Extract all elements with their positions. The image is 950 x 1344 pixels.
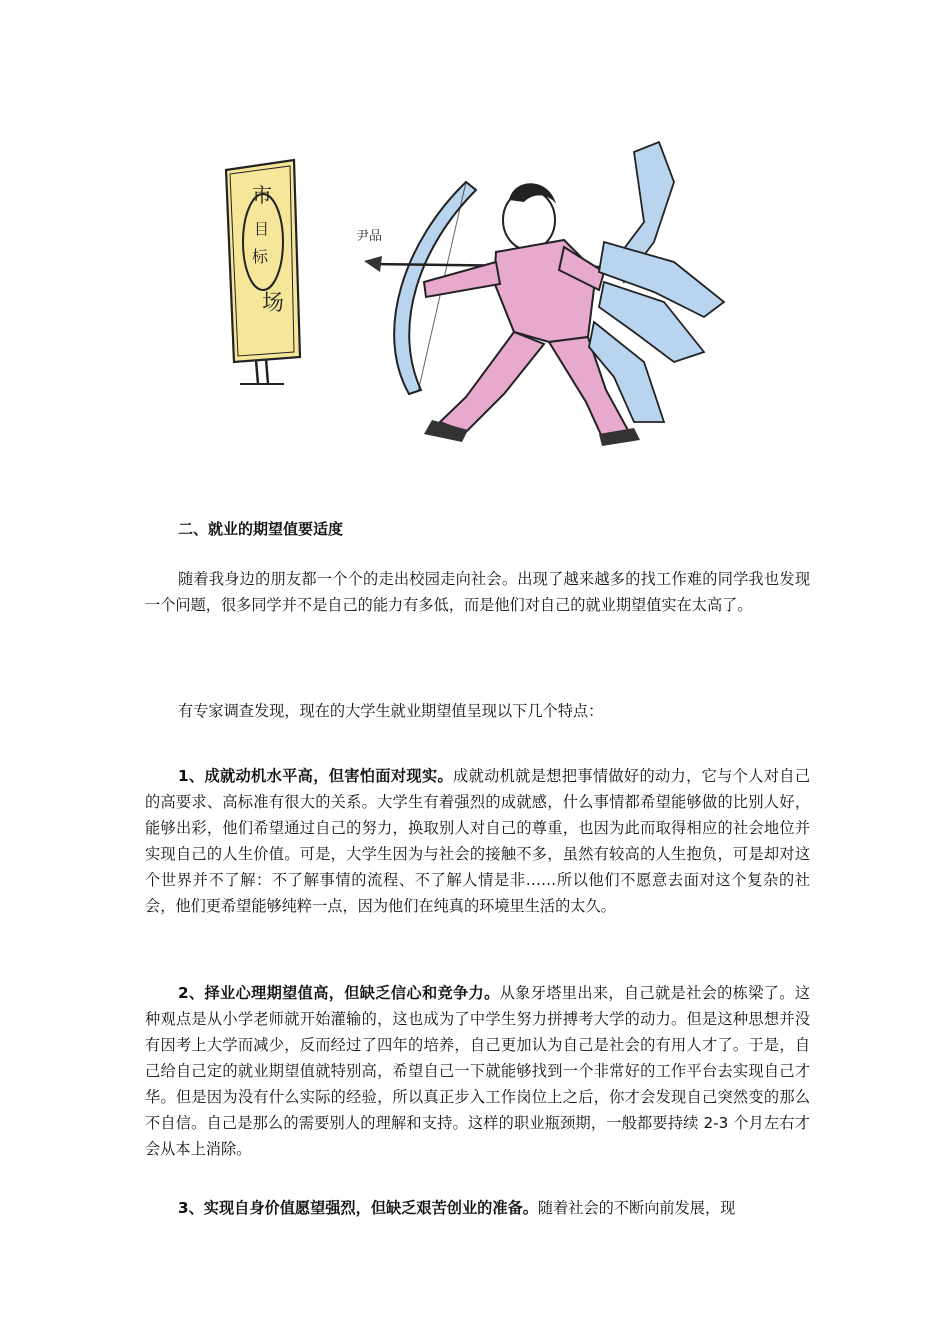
target-sign [226,160,300,384]
sign-char-2: 目 [254,220,270,238]
paragraph-intro: 随着我身边的朋友都一个个的走出校园走向社会。出现了越来越多的找工作难的同学我也发现一个问题，很多同学并不是自己的能力有多低，而是他们对自己的就业期望值实在太高了。 [145,570,810,614]
sign-char-4: 场 [262,291,285,316]
point-2-title: 2、择业心理期望值高，但缺乏信心和竞争力。 [178,984,500,1002]
paragraph-point-2: 2、择业心理期望值高，但缺乏信心和竞争力。从象牙塔里出来，自己就是社会的栋梁了。这种观点是从小学老师就开始灌输的，这也成为了中学生努力拼搏考大学的动力。但是这种思想并没有因考上大学而减少，反而经过了四年的培养，自己更加认为自己是社会的有用人才了。于是，自己给自己定的就业期望值就特别高，希望自己一下就能够找到一个非常好的工作平台去实现自己才华。但是因为没有什么实际的经验，所以真正步入工作岗位上之后，你才会发现自己突然变的那么不自信。自己是那么的需要别人的理解和支持。这样的职业瓶颈期，一般都要持续 2-3 个月左右才会从本上消除。 [145,984,811,1158]
sign-char-3: 标 [252,247,269,266]
point-3-title: 3、实现自身价值愿望强烈，但缺乏艰苦创业的准备。 [178,1199,538,1217]
arrow-label: 尹品 [356,229,383,244]
blue-ribbons [589,142,724,422]
paragraph-survey: 有专家调查发现，现在的大学生就业期望值呈现以下几个特点： [178,702,604,720]
paragraph-point-3: 3、实现自身价值愿望强烈，但缺乏艰苦创业的准备。随着社会的不断向前发展，现 [178,1199,736,1217]
point-1-title: 1、成就动机水平高，但害怕面对现实。 [178,767,454,785]
section-heading: 二、就业的期望值要适度 [178,520,344,538]
archer-illustration [204,122,749,467]
sign-char-1: 市 [252,183,272,207]
paragraph-point-1: 1、成就动机水平高，但害怕面对现实。成就动机就是想把事情做好的动力，它与个人对自己的高要求、高标准有很大的关系。大学生有着强烈的成就感，什么事情都希望能够做的比别人好，能够出彩，他们希望通过自己的努力，换取别人对自己的尊重，也因为此而取得相应的社会地位并实现自己的人生价值。可是，大学生因为与社会的接触不多，虽然有较高的人生抱负，可是却对这个世界并不了解：不了解事情的流程、不了解人情是非……所以他们不愿意去面对这个复杂的社会，他们更希望能够纯粹一点，因为他们在纯真的环境里生活的太久。 [145,767,811,915]
